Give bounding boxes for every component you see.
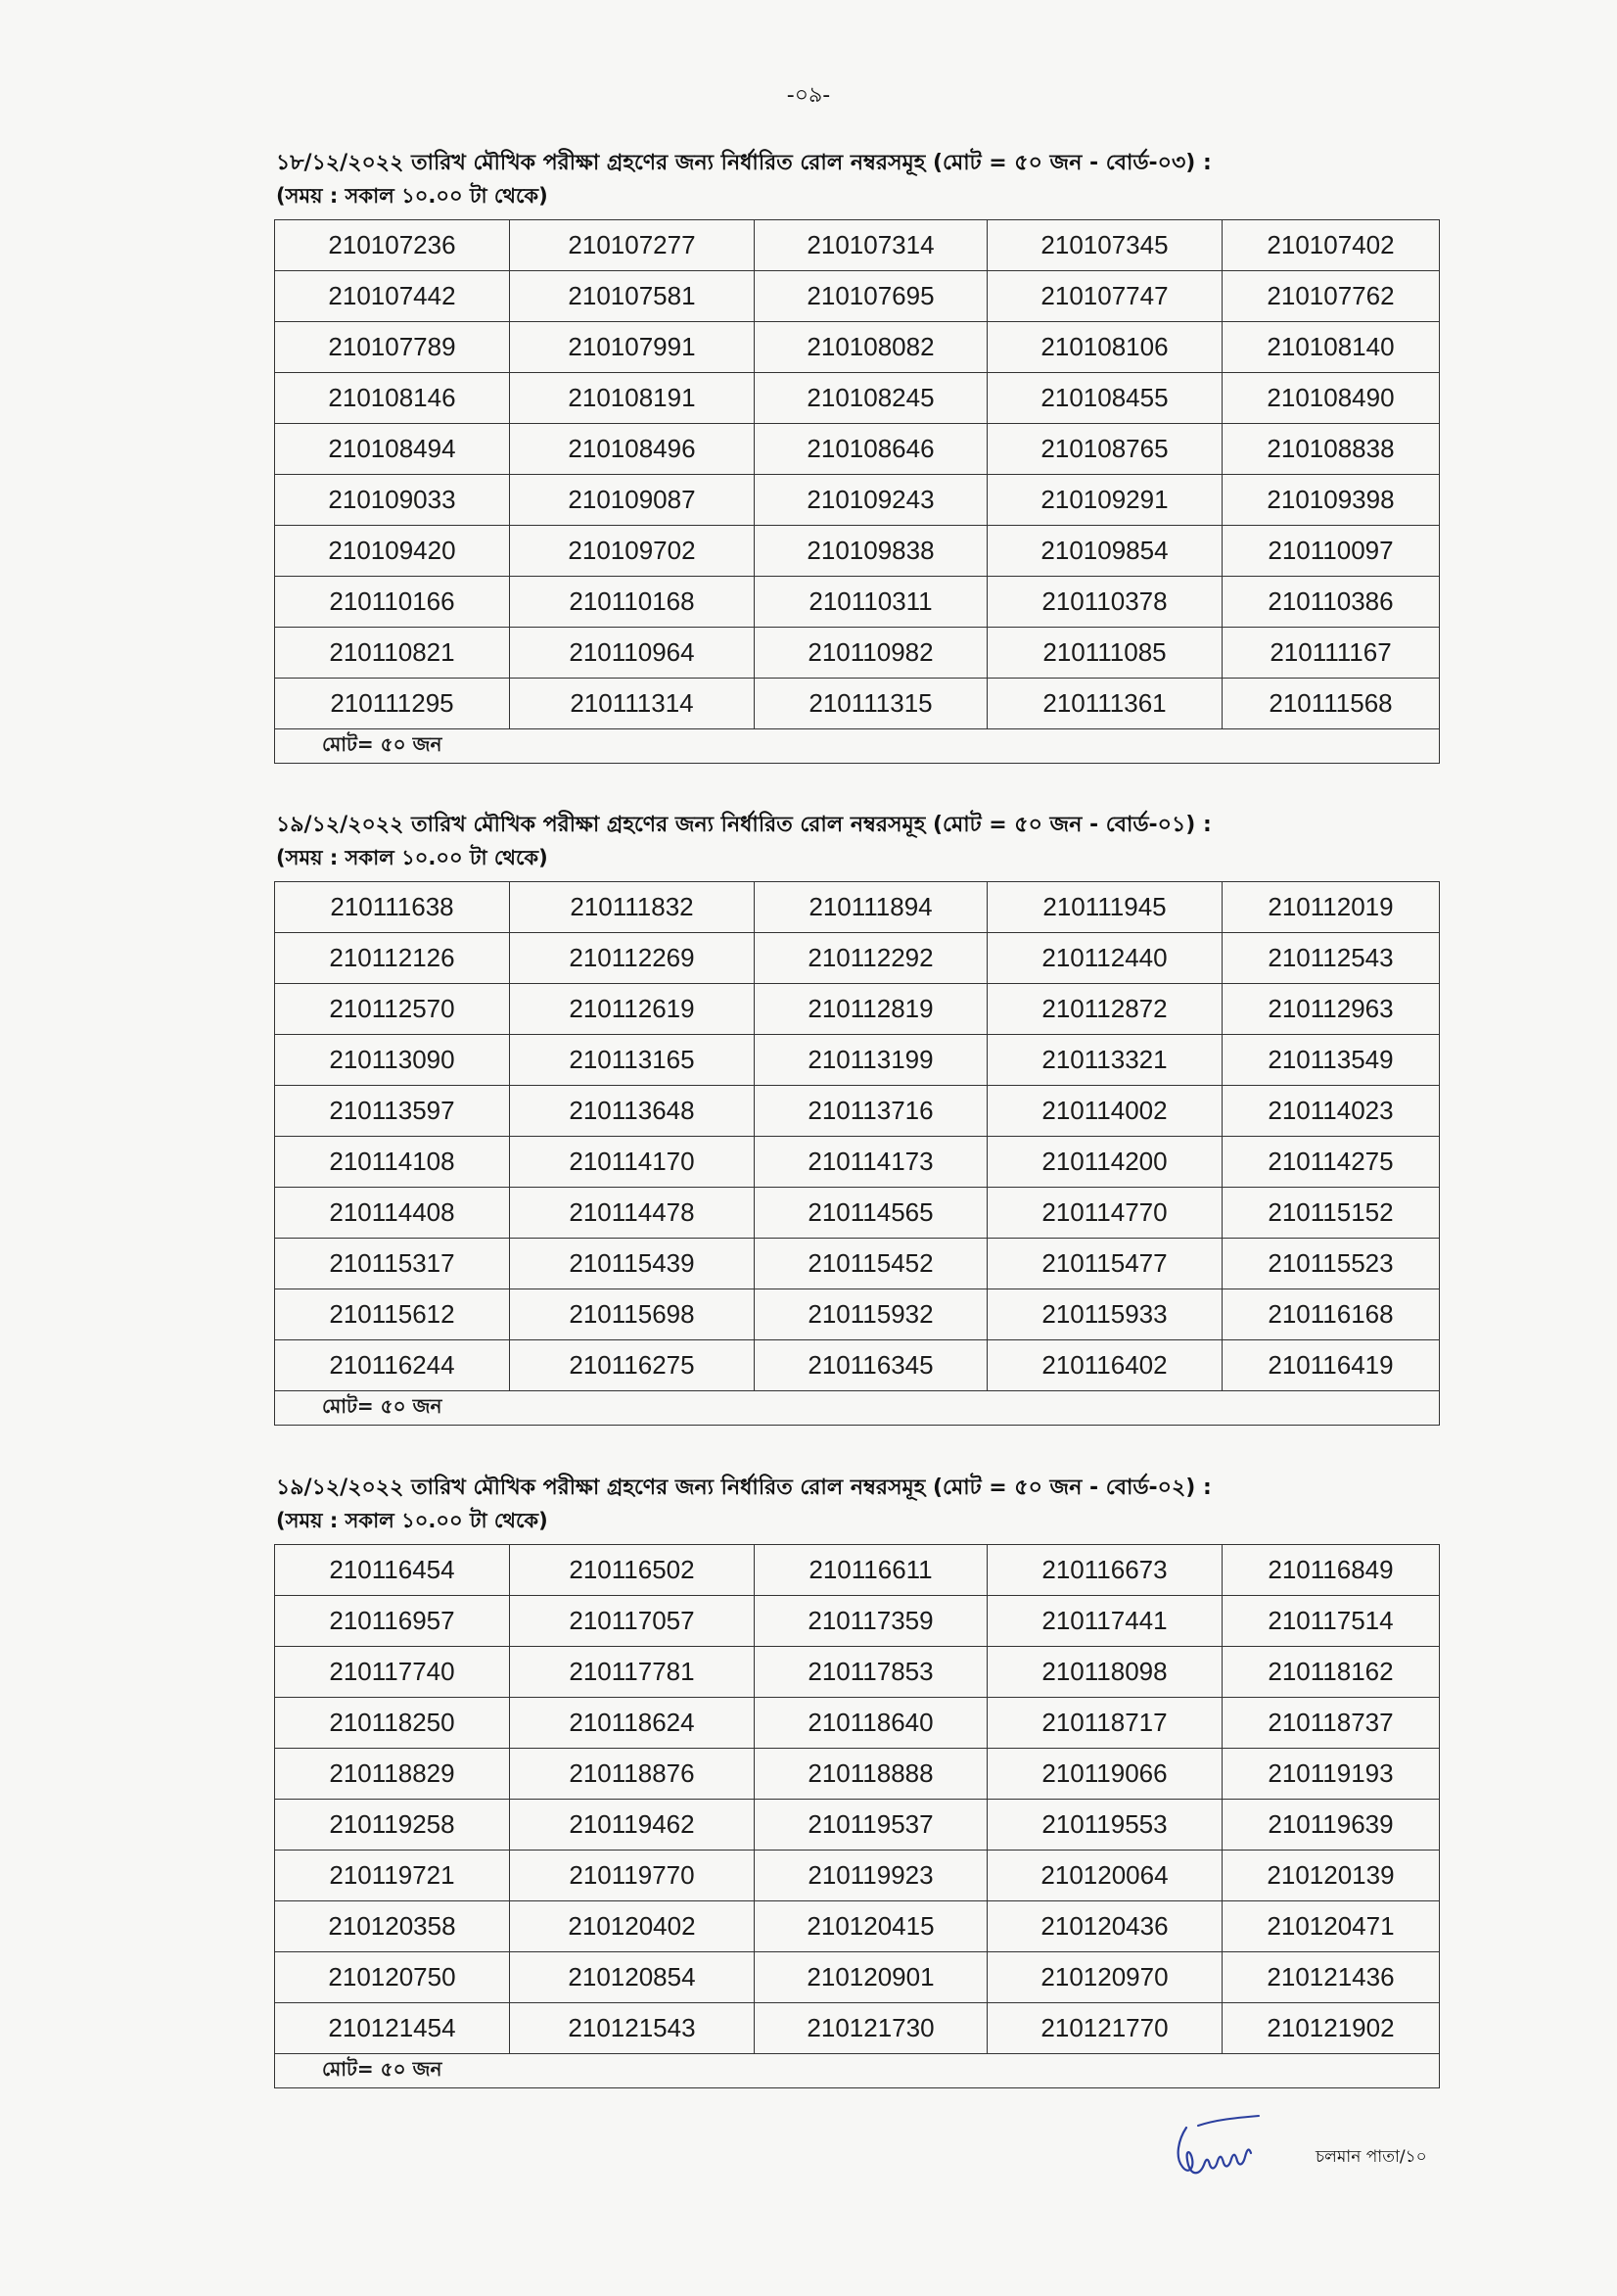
roll-number-cell: 210114275 [1223,1137,1440,1188]
table-row [275,1289,1440,1340]
roll-number-cell: 210114408 [275,1188,510,1239]
roll-number-cell: 210117057 [510,1596,755,1647]
roll-number-cell: 210116402 [988,1340,1223,1391]
roll-number-cell: 210116611 [755,1545,988,1596]
roll-number-cell: 210111832 [510,882,755,933]
roll-number-cell: 210117781 [510,1647,755,1698]
roll-number-cell: 210120064 [988,1851,1223,1901]
roll-number-cell: 210112963 [1223,984,1440,1035]
roll-number-cell: 210113716 [755,1086,988,1137]
roll-table [274,1544,1440,2088]
roll-section-board-02 [274,1472,1439,2088]
roll-number-cell: 210114770 [988,1188,1223,1239]
table-row [275,526,1440,577]
roll-number-cell: 210110386 [1223,577,1440,628]
roll-number-cell: 210110982 [755,628,988,679]
roll-number-cell: 210114002 [988,1086,1223,1137]
roll-number-cell: 210116849 [1223,1545,1440,1596]
table-row [275,1545,1440,1596]
table-row [275,1188,1440,1239]
roll-number-cell: 210118250 [275,1698,510,1749]
roll-number-cell: 210120471 [1223,1901,1440,1952]
roll-number-cell: 210107277 [510,220,755,271]
roll-number-cell: 210115698 [510,1289,755,1340]
roll-number-cell: 210107314 [755,220,988,271]
roll-number-cell: 210108838 [1223,424,1440,475]
roll-number-cell: 210114173 [755,1137,988,1188]
roll-number-cell: 210112126 [275,933,510,984]
section-heading: ১৮/১২/২০২২ তারিখ মৌখিক পরীক্ষা গ্রহণের জন্য নির্ধারিত রোল নম্বরসমূহ (মোট = ৫০ জন - বোর্ড-০৩) : [276,151,1212,175]
total-count: মোট= ৫০ জন [275,2054,1440,2088]
roll-number-cell: 210112543 [1223,933,1440,984]
roll-number-cell: 210108455 [988,373,1223,424]
table-row [275,373,1440,424]
roll-number-cell: 210112269 [510,933,755,984]
roll-number-cell: 210115152 [1223,1188,1440,1239]
roll-number-cell: 210108191 [510,373,755,424]
roll-number-cell: 210116673 [988,1545,1223,1596]
roll-number-cell: 210121770 [988,2003,1223,2054]
roll-number-cell: 210111894 [755,882,988,933]
roll-number-cell: 210121543 [510,2003,755,2054]
roll-number-cell: 210117514 [1223,1596,1440,1647]
roll-number-cell: 210112019 [1223,882,1440,933]
roll-number-cell: 210114565 [755,1188,988,1239]
table-row [275,1952,1440,2003]
roll-section-board-03 [274,147,1439,764]
roll-number-cell: 210108140 [1223,322,1440,373]
roll-number-cell: 210116419 [1223,1340,1440,1391]
roll-number-cell: 210120358 [275,1901,510,1952]
roll-number-cell: 210116168 [1223,1289,1440,1340]
roll-number-cell: 210113165 [510,1035,755,1086]
roll-table [274,881,1440,1426]
roll-number-cell: 210107695 [755,271,988,322]
total-row [275,1391,1440,1426]
roll-number-cell: 210111361 [988,679,1223,729]
table-row [275,628,1440,679]
roll-number-cell: 210107345 [988,220,1223,271]
table-row [275,1239,1440,1289]
section-time: (সময় : সকাল ১০.০০ টা থেকে) [276,184,548,208]
signature-stroke [1198,2116,1259,2126]
roll-number-cell: 210116275 [510,1340,755,1391]
roll-number-cell: 210112872 [988,984,1223,1035]
roll-number-cell: 210111167 [1223,628,1440,679]
roll-number-cell: 210116957 [275,1596,510,1647]
table-row [275,475,1440,526]
table-row [275,882,1440,933]
roll-number-cell: 210112292 [755,933,988,984]
roll-number-cell: 210116502 [510,1545,755,1596]
roll-number-cell: 210109087 [510,475,755,526]
roll-number-cell: 210113549 [1223,1035,1440,1086]
roll-number-cell: 210120402 [510,1901,755,1952]
roll-number-cell: 210117853 [755,1647,988,1698]
total-row [275,729,1440,764]
roll-number-cell: 210107442 [275,271,510,322]
continued-page-note: চলমান পাতা/১০ [1316,2147,1427,2167]
roll-number-cell: 210119923 [755,1851,988,1901]
table-row [275,1340,1440,1391]
roll-number-cell: 210118888 [755,1749,988,1800]
roll-number-cell: 210107991 [510,322,755,373]
table-row [275,679,1440,729]
roll-number-cell: 210107789 [275,322,510,373]
roll-number-cell: 210120901 [755,1952,988,2003]
roll-number-cell: 210112570 [275,984,510,1035]
table-row [275,1596,1440,1647]
roll-number-cell: 210110821 [275,628,510,679]
roll-number-cell: 210110378 [988,577,1223,628]
roll-number-cell: 210119066 [988,1749,1223,1800]
table-row [275,271,1440,322]
roll-number-cell: 210107402 [1223,220,1440,271]
roll-number-cell: 210115477 [988,1239,1223,1289]
page-number: -০৯- [786,83,831,108]
roll-number-cell: 210108082 [755,322,988,373]
roll-number-cell: 210118098 [988,1647,1223,1698]
roll-number-cell: 210111638 [275,882,510,933]
roll-number-cell: 210113597 [275,1086,510,1137]
roll-number-cell: 210110964 [510,628,755,679]
roll-number-cell: 210119258 [275,1800,510,1851]
roll-number-cell: 210119537 [755,1800,988,1851]
table-row [275,933,1440,984]
table-row [275,1035,1440,1086]
roll-number-cell: 210119462 [510,1800,755,1851]
roll-number-cell: 210120436 [988,1901,1223,1952]
roll-number-cell: 210109291 [988,475,1223,526]
table-row [275,984,1440,1035]
roll-number-cell: 210113648 [510,1086,755,1137]
signature-image [1165,2110,1272,2188]
roll-number-cell: 210115452 [755,1239,988,1289]
roll-number-cell: 210120970 [988,1952,1223,2003]
roll-number-cell: 210121730 [755,2003,988,2054]
roll-number-cell: 210115933 [988,1289,1223,1340]
roll-number-cell: 210113321 [988,1035,1223,1086]
roll-section-board-01 [274,809,1439,1426]
roll-number-cell: 210118876 [510,1749,755,1800]
roll-number-cell: 210114478 [510,1188,755,1239]
roll-number-cell: 210112819 [755,984,988,1035]
roll-table [274,219,1440,764]
roll-number-cell: 210108106 [988,322,1223,373]
roll-number-cell: 210112440 [988,933,1223,984]
roll-number-cell: 210121436 [1223,1952,1440,2003]
roll-number-cell: 210110166 [275,577,510,628]
roll-number-cell: 210115523 [1223,1239,1440,1289]
table-row [275,1086,1440,1137]
roll-number-cell: 210109854 [988,526,1223,577]
roll-number-cell: 210118717 [988,1698,1223,1749]
roll-number-cell: 210111314 [510,679,755,729]
section-time: (সময় : সকাল ১০.০০ টা থেকে) [276,1509,548,1532]
table-row [275,220,1440,271]
roll-number-cell: 210120750 [275,1952,510,2003]
roll-number-cell: 210121454 [275,2003,510,2054]
table-row [275,1800,1440,1851]
roll-number-cell: 210107236 [275,220,510,271]
roll-number-cell: 210116345 [755,1340,988,1391]
roll-number-cell: 210113199 [755,1035,988,1086]
roll-number-cell: 210114170 [510,1137,755,1188]
table-row [275,1749,1440,1800]
roll-number-cell: 210117740 [275,1647,510,1698]
roll-number-cell: 210108245 [755,373,988,424]
roll-number-cell: 210119639 [1223,1800,1440,1851]
roll-number-cell: 210115317 [275,1239,510,1289]
roll-number-cell: 210109243 [755,475,988,526]
roll-number-cell: 210108146 [275,373,510,424]
roll-number-cell: 210109838 [755,526,988,577]
roll-number-cell: 210109702 [510,526,755,577]
roll-number-cell: 210117441 [988,1596,1223,1647]
signature-stroke [1178,2128,1251,2173]
roll-number-cell: 210120139 [1223,1851,1440,1901]
table-row [275,1901,1440,1952]
table-row [275,1698,1440,1749]
roll-number-cell: 210121902 [1223,2003,1440,2054]
roll-number-cell: 210110311 [755,577,988,628]
roll-number-cell: 210118640 [755,1698,988,1749]
roll-number-cell: 210111945 [988,882,1223,933]
table-row [275,577,1440,628]
roll-number-cell: 210107581 [510,271,755,322]
roll-number-cell: 210112619 [510,984,755,1035]
roll-number-cell: 210111085 [988,628,1223,679]
roll-number-cell: 210116244 [275,1340,510,1391]
roll-number-cell: 210108496 [510,424,755,475]
roll-number-cell: 210107747 [988,271,1223,322]
roll-number-cell: 210109398 [1223,475,1440,526]
roll-number-cell: 210119770 [510,1851,755,1901]
roll-number-cell: 210108494 [275,424,510,475]
section-heading: ১৯/১২/২০২২ তারিখ মৌখিক পরীক্ষা গ্রহণের জন্য নির্ধারিত রোল নম্বরসমূহ (মোট = ৫০ জন - বোর্ড-০২) : [276,1476,1212,1500]
roll-number-cell: 210116454 [275,1545,510,1596]
table-row [275,424,1440,475]
table-row [275,1137,1440,1188]
roll-number-cell: 210115439 [510,1239,755,1289]
roll-number-cell: 210118737 [1223,1698,1440,1749]
roll-number-cell: 210108765 [988,424,1223,475]
roll-number-cell: 210119193 [1223,1749,1440,1800]
roll-number-cell: 210109033 [275,475,510,526]
roll-number-cell: 210117359 [755,1596,988,1647]
table-row [275,322,1440,373]
table-row [275,2003,1440,2054]
section-time: (সময় : সকাল ১০.০০ টা থেকে) [276,846,548,869]
table-row [275,1647,1440,1698]
roll-number-cell: 210115932 [755,1289,988,1340]
roll-number-cell: 210107762 [1223,271,1440,322]
section-heading: ১৯/১২/২০২২ তারিখ মৌখিক পরীক্ষা গ্রহণের জন্য নির্ধারিত রোল নম্বরসমূহ (মোট = ৫০ জন - বোর্ড-০১) : [276,813,1212,837]
roll-number-cell: 210118829 [275,1749,510,1800]
roll-number-cell: 210119553 [988,1800,1223,1851]
roll-number-cell: 210111315 [755,679,988,729]
roll-number-cell: 210118624 [510,1698,755,1749]
roll-number-cell: 210114023 [1223,1086,1440,1137]
total-count: মোট= ৫০ জন [275,729,1440,764]
roll-number-cell: 210111295 [275,679,510,729]
roll-number-cell: 210118162 [1223,1647,1440,1698]
roll-number-cell: 210110168 [510,577,755,628]
roll-number-cell: 210108490 [1223,373,1440,424]
table-row [275,1851,1440,1901]
roll-number-cell: 210120415 [755,1901,988,1952]
roll-number-cell: 210109420 [275,526,510,577]
roll-number-cell: 210114200 [988,1137,1223,1188]
roll-number-cell: 210119721 [275,1851,510,1901]
roll-number-cell: 210115612 [275,1289,510,1340]
roll-number-cell: 210113090 [275,1035,510,1086]
roll-number-cell: 210108646 [755,424,988,475]
total-row [275,2054,1440,2088]
total-count: মোট= ৫০ জন [275,1391,1440,1426]
roll-number-cell: 210120854 [510,1952,755,2003]
roll-number-cell: 210111568 [1223,679,1440,729]
roll-number-cell: 210110097 [1223,526,1440,577]
roll-number-cell: 210114108 [275,1137,510,1188]
